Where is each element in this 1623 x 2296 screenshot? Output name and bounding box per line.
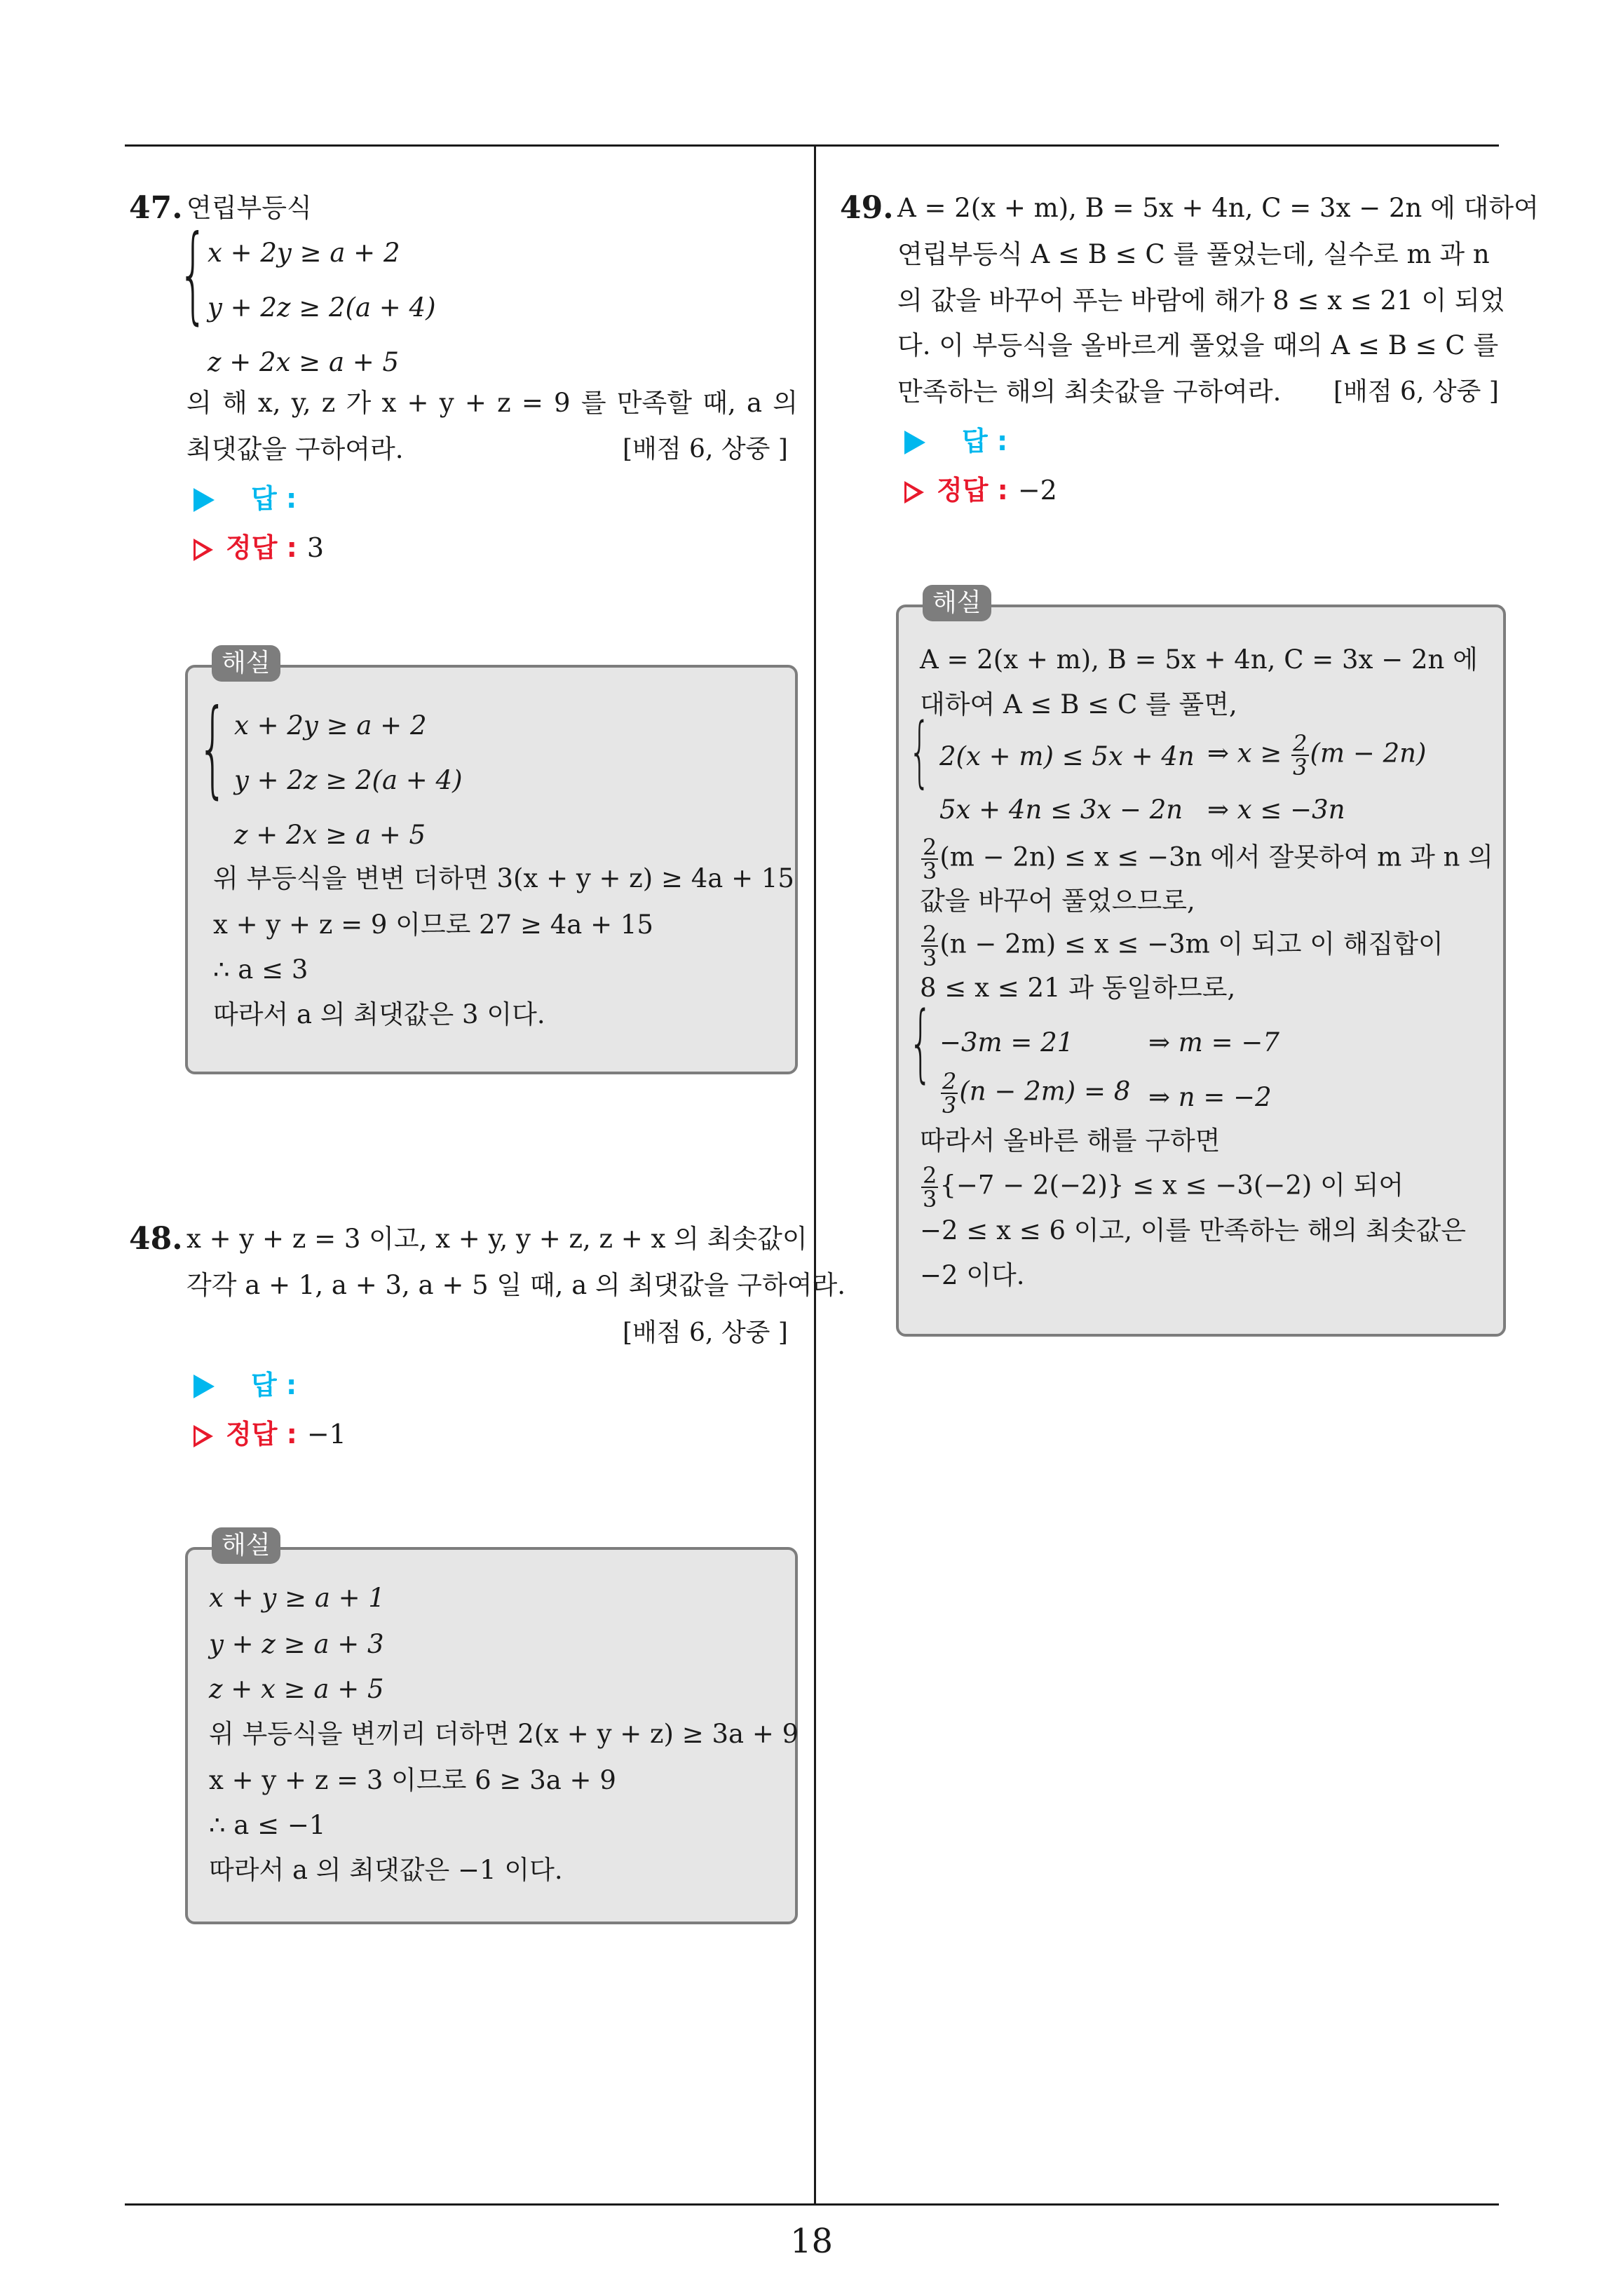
q49-sol-line-a xyxy=(920,836,1493,882)
q49-sol-line-g: −2 ≤ x ≤ 6 이고, 이를 만족하는 해의 최솟값은 xyxy=(920,1215,1466,1245)
column-divider xyxy=(814,145,816,2203)
q48-correct-value: −1 xyxy=(306,1419,346,1450)
q47-system-1: x + 2y ≥ a + 2 xyxy=(208,238,400,268)
q48-sol-line-5: x + y + z = 3 이므로 6 ≥ 3a + 9 xyxy=(209,1765,616,1795)
q47-solution-box xyxy=(185,665,798,1074)
q49-sol-intro2: 대하여 A ≤ B ≤ C 를 풀면, xyxy=(920,689,1237,720)
q47-system-2: y + 2z ≥ 2(a + 4) xyxy=(208,292,436,323)
answer-label: 답 : xyxy=(251,1370,297,1400)
q49-answer-row xyxy=(904,425,1007,457)
q47-sol-line-3: ∴ a ≤ 3 xyxy=(213,954,308,985)
q49-sol-line-c xyxy=(920,923,1444,969)
q48-solution-tab: 해설 xyxy=(212,1527,280,1564)
q48-sol-line-3: z + x ≥ a + 5 xyxy=(209,1674,384,1704)
correct-label: 정답 : xyxy=(937,475,1008,506)
q49-sol-sys1-b-arrow: ⇒ x ≤ −3n xyxy=(1207,795,1345,825)
q49-sol-brace-1: { xyxy=(909,706,931,796)
answer-label: 답 : xyxy=(251,483,297,514)
correct-label: 정답 : xyxy=(226,532,297,563)
q47-intro: 연립부등식 xyxy=(186,193,312,223)
q47-sol-system-3: z + 2x ≥ a + 5 xyxy=(234,820,426,850)
q47-solution-brace: { xyxy=(198,687,228,809)
q49-sol-intro1: A = 2(x + m), B = 5x + 4n, C = 3x − 2n 에 xyxy=(920,644,1478,675)
q47-score: [배점 6, 상중 ] xyxy=(623,435,788,464)
q49-correct-value: −2 xyxy=(1017,475,1057,506)
q49-line5: 만족하는 해의 최솟값을 구하여라. xyxy=(897,377,1282,407)
q49-sol-line-f-text: {−7 − 2(−2)} ≤ x ≤ −3(−2) 이 되어 xyxy=(939,1170,1404,1201)
q48-sol-line-2: y + z ≥ a + 3 xyxy=(209,1629,384,1659)
q48-answer-row xyxy=(193,1369,297,1401)
q49-sol-line-a-text: (m − 2n) ≤ x ≤ −3n 에서 잘못하여 m 과 n 의 xyxy=(939,842,1493,872)
q49-number: 49. xyxy=(840,190,894,226)
play-icon xyxy=(904,431,925,454)
fraction-two-thirds: $\frac{2}{3}$ xyxy=(923,1162,937,1213)
q49-sol-sys1-a: 2(x + m) ≤ 5x + 4n xyxy=(939,741,1195,771)
q47-sol-system-2: y + 2z ≥ 2(a + 4) xyxy=(234,765,463,795)
q48-sol-line-1: x + y ≥ a + 1 xyxy=(209,1583,385,1613)
header-rule xyxy=(125,144,1499,147)
q47-answer-row xyxy=(193,482,297,515)
play-icon xyxy=(193,1375,215,1398)
q47-sol-line-4: 따라서 a 의 최댓값은 3 이다. xyxy=(213,999,545,1029)
q47-sol-line-1: 위 부등식을 변변 더하면 3(x + y + z) ≥ 4a + 15 xyxy=(213,863,794,893)
q49-solution-box xyxy=(896,605,1506,1337)
q49-sol-sys1-a-arrow-text: ⇒ x ≥ xyxy=(1207,738,1282,769)
fraction-two-thirds: $\frac{2}{3}$ xyxy=(923,834,937,884)
q48-sol-line-7: 따라서 a 의 최댓값은 −1 이다. xyxy=(209,1855,563,1885)
fraction-two-thirds: $\frac{2}{3}$ xyxy=(923,921,937,971)
q48-line1: x + y + z = 3 이고, x + y, y + z, z + x 의 최솟값이 xyxy=(186,1224,808,1254)
q47-number: 47. xyxy=(129,190,183,226)
q48-sol-line-4: 위 부등식을 변끼리 더하면 2(x + y + z) ≥ 3a + 9 xyxy=(209,1719,799,1749)
q47-solution-tab: 해설 xyxy=(212,645,280,682)
q47-sol-system-1: x + 2y ≥ a + 2 xyxy=(234,710,427,741)
q49-sol-line-d: 8 ≤ x ≤ 21 과 동일하므로, xyxy=(920,973,1236,1003)
q49-sol-sys1-b: 5x + 4n ≤ 3x − 2n xyxy=(939,795,1183,825)
q49-score: [배점 6, 상중 ] xyxy=(1333,377,1499,406)
q49-sol-sys2-b xyxy=(939,1068,1131,1119)
q49-sol-sys2-b-text: (n − 2m) = 8 xyxy=(959,1076,1131,1107)
play-icon xyxy=(193,488,215,512)
q49-sol-line-e: 따라서 올바른 해를 구하면 xyxy=(920,1126,1221,1156)
q47-line2: 최댓값을 구하여라. xyxy=(186,434,404,464)
q49-line1: A = 2(x + m), B = 5x + 4n, C = 3x − 2n 에 대하여 xyxy=(897,193,1539,223)
q47-correct-row xyxy=(193,532,324,564)
q48-number: 48. xyxy=(129,1221,183,1257)
answer-label: 답 : xyxy=(962,426,1008,457)
outline-play-icon xyxy=(904,481,924,504)
q49-sol-sys1-a-tail: (m − 2n) xyxy=(1310,738,1427,769)
q47-brace: { xyxy=(178,213,208,335)
q49-sol-line-c-text: (n − 2m) ≤ x ≤ −3m 이 되고 이 해집합이 xyxy=(939,928,1444,959)
q48-solution-box xyxy=(185,1547,798,1924)
q47-line1: 의 해 x, y, z 가 x + y + z = 9 를 만족할 때, a 의 xyxy=(186,388,798,418)
q49-sol-brace-2: { xyxy=(909,994,933,1092)
q48-correct-row xyxy=(193,1418,346,1450)
q49-correct-row xyxy=(904,474,1057,506)
q49-sol-sys2-a: −3m = 21 xyxy=(939,1027,1074,1058)
q49-sol-line-h: −2 이다. xyxy=(920,1260,1025,1290)
footer-rule xyxy=(125,2203,1499,2206)
outline-play-icon xyxy=(193,1425,213,1447)
q47-correct-value: 3 xyxy=(306,532,325,563)
q48-line2: 각각 a + 1, a + 3, a + 5 일 때, a 의 최댓값을 구하여라. xyxy=(186,1270,846,1300)
fraction-two-thirds: $\frac{2}{3}$ xyxy=(1293,730,1308,781)
q48-sol-line-6: ∴ a ≤ −1 xyxy=(209,1810,326,1840)
q49-line4: 다. 이 부등식을 올바르게 풀었을 때의 A ≤ B ≤ C 를 xyxy=(897,330,1499,360)
q49-sol-line-f xyxy=(920,1162,1404,1213)
fraction-two-thirds: $\frac{2}{3}$ xyxy=(942,1068,957,1119)
page-number: 18 xyxy=(789,2222,834,2261)
q47-sol-line-2: x + y + z = 9 이므로 27 ≥ 4a + 15 xyxy=(213,910,653,940)
q49-sol-sys2-a-arrow: ⇒ m = −7 xyxy=(1148,1027,1279,1058)
q49-sol-sys2-b-arrow: ⇒ n = −2 xyxy=(1148,1082,1272,1112)
q48-score: [배점 6, 상중 ] xyxy=(623,1318,788,1347)
q49-line2: 연립부등식 A ≤ B ≤ C 를 풀었는데, 실수로 m 과 n xyxy=(897,239,1490,269)
q49-sol-line-b: 값을 바꾸어 풀었으므로, xyxy=(920,886,1195,916)
outline-play-icon xyxy=(193,539,213,561)
q49-line3: 의 값을 바꾸어 푸는 바람에 해가 8 ≤ x ≤ 21 이 되었 xyxy=(897,285,1505,316)
correct-label: 정답 : xyxy=(226,1419,297,1450)
q49-sol-sys1-a-arrow xyxy=(1207,730,1427,781)
q47-system-3: z + 2x ≥ a + 5 xyxy=(208,347,400,377)
q49-solution-tab: 해설 xyxy=(923,585,991,621)
